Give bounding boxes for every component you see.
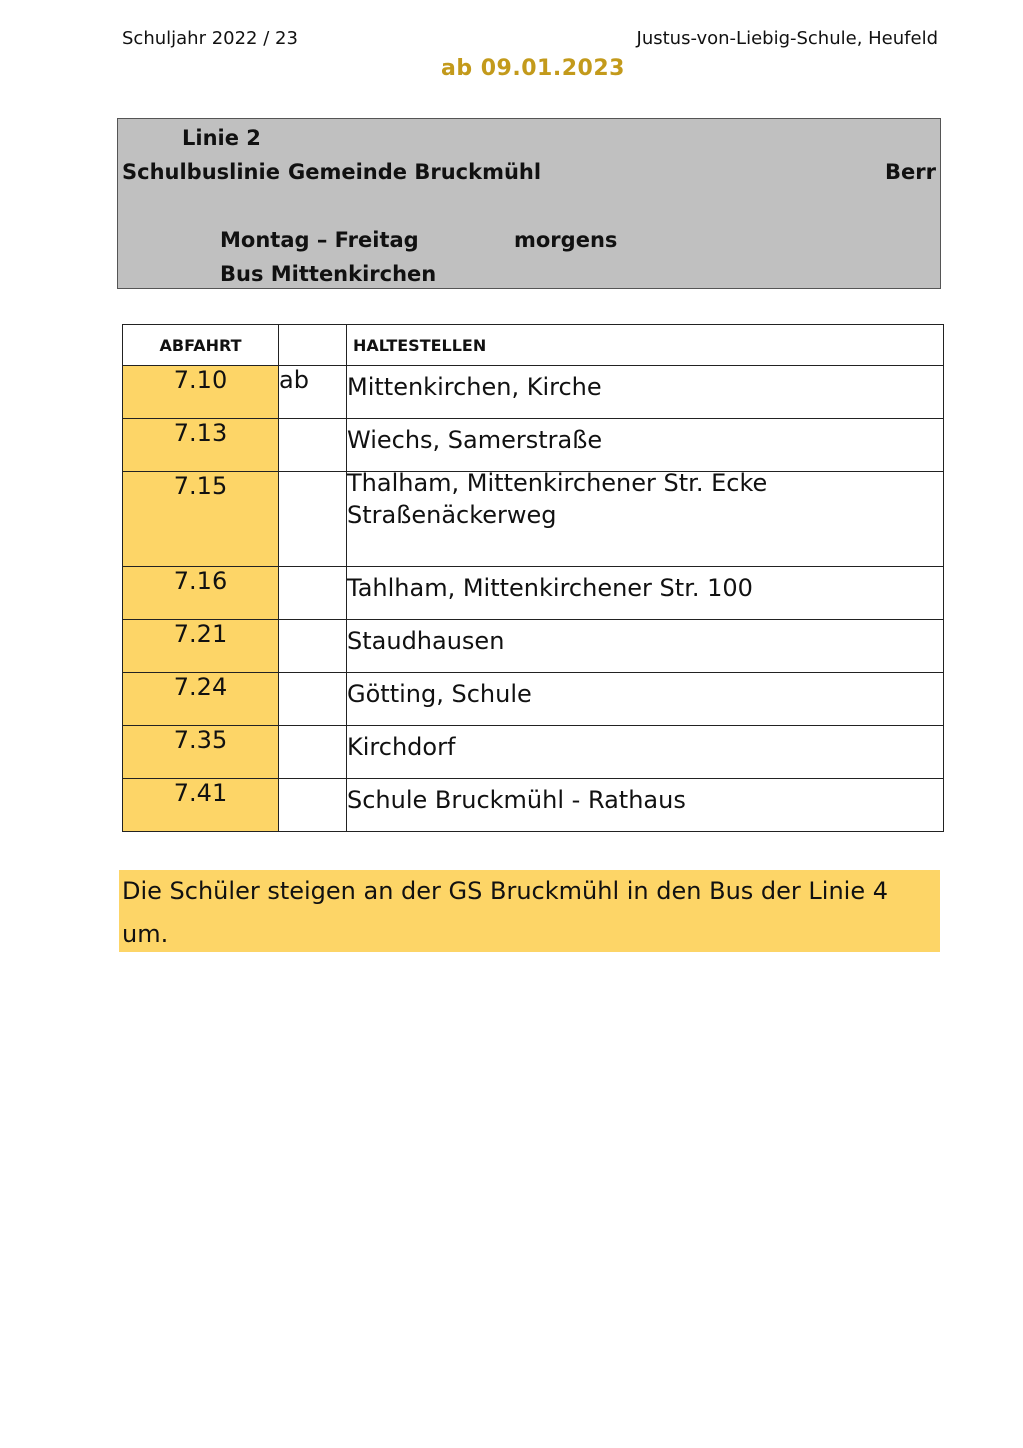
departure-mark xyxy=(279,779,347,832)
departure-mark xyxy=(279,472,347,567)
departure-mark xyxy=(279,567,347,620)
departure-time: 7.35 xyxy=(123,726,279,779)
departure-time: 7.24 xyxy=(123,673,279,726)
table-row xyxy=(123,567,944,620)
departure-time: 7.13 xyxy=(123,419,279,472)
stop-name: Wiechs, Samerstraße xyxy=(347,419,944,472)
departure-time: 7.21 xyxy=(123,620,279,673)
departure-mark xyxy=(279,726,347,779)
stop-name: Tahlham, Mittenkirchener Str. 100 xyxy=(347,567,944,620)
departure-time: 7.41 xyxy=(123,779,279,832)
table-row xyxy=(123,366,944,419)
table-row xyxy=(123,726,944,779)
stop-name: Kirchdorf xyxy=(347,726,944,779)
stop-name-line-1: Thalham, Mittenkirchener Str. Ecke xyxy=(347,469,768,497)
table-row xyxy=(123,472,944,567)
bus-name: Bus Mittenkirchen xyxy=(220,262,437,286)
departure-time: 7.15 xyxy=(123,472,279,567)
departure-header: ABFAHRT xyxy=(123,325,279,366)
stop-name: Götting, Schule xyxy=(347,673,944,726)
table-row xyxy=(123,673,944,726)
departure-mark xyxy=(279,419,347,472)
valid-from-date: ab 09.01.2023 xyxy=(441,56,625,81)
stop-name: Schule Bruckmühl - Rathaus xyxy=(347,779,944,832)
school-year: Schuljahr 2022 / 23 xyxy=(122,28,298,49)
table-row xyxy=(123,620,944,673)
line-number: Linie 2 xyxy=(182,126,261,150)
mark-header xyxy=(279,325,347,366)
stop-name xyxy=(347,469,944,567)
departure-mark: ab xyxy=(279,366,347,419)
schedule-table xyxy=(122,324,944,832)
operating-days: Montag – Freitag xyxy=(220,228,419,252)
bus-operator: Berr xyxy=(885,160,936,184)
departure-mark xyxy=(279,620,347,673)
municipality: Gemeinde Bruckmühl xyxy=(288,160,542,184)
transfer-note: Die Schüler steigen an der GS Bruckmühl in den Bus der Linie 4 um. xyxy=(119,870,940,952)
departure-mark xyxy=(279,673,347,726)
stop-name: Mittenkirchen, Kirche xyxy=(347,366,944,419)
stop-name-line-2: Straßenäckerweg xyxy=(347,501,557,529)
route-type: Schulbuslinie xyxy=(122,160,280,184)
departure-time: 7.10 xyxy=(123,366,279,419)
school-name: Justus-von-Liebig-Schule, Heufeld xyxy=(636,28,938,49)
departure-time: 7.16 xyxy=(123,567,279,620)
time-of-day: morgens xyxy=(514,228,618,252)
stop-name: Staudhausen xyxy=(347,620,944,673)
route-info-box xyxy=(117,118,941,289)
table-row xyxy=(123,779,944,832)
stops-header: HALTESTELLEN xyxy=(347,325,944,366)
table-header-row xyxy=(123,325,944,366)
